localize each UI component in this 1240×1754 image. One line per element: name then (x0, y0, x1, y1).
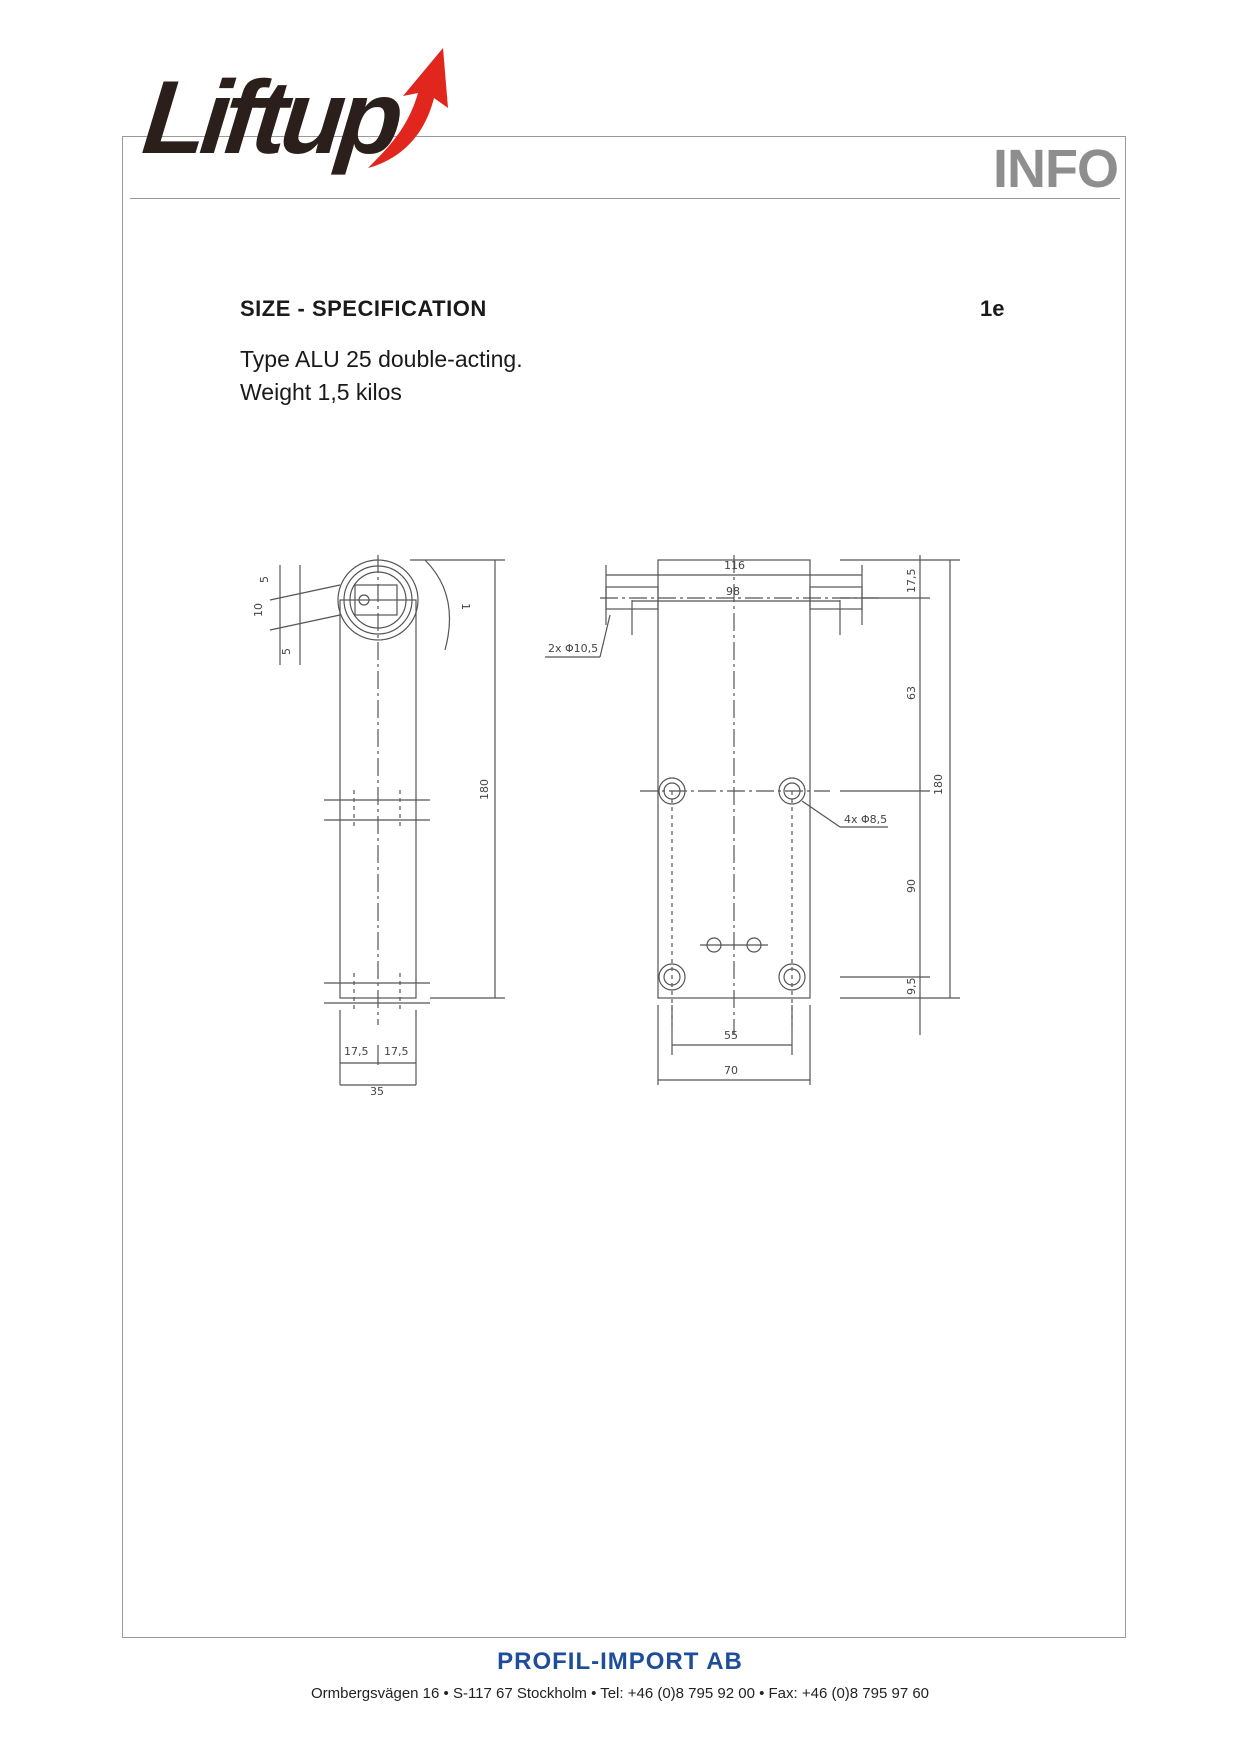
front-dim-55: 55 (724, 1029, 738, 1042)
page-title: SIZE - SPECIFICATION (240, 296, 487, 321)
side-dim-5-bottom: 5 (280, 648, 293, 655)
side-dim-180: 180 (478, 779, 491, 800)
side-view (270, 555, 505, 1085)
header-rule (130, 198, 1120, 199)
side-dim-10: 10 (252, 603, 265, 617)
company-name: PROFIL-IMPORT AB (497, 1648, 743, 1675)
front-dim-90: 90 (905, 879, 918, 893)
side-dim-5-top: 5 (258, 576, 271, 583)
front-dim-9-5: 9,5 (905, 977, 918, 995)
weight-line: Weight 1,5 kilos (240, 379, 402, 405)
front-dim-17-5: 17,5 (905, 568, 918, 593)
front-dim-180: 180 (932, 774, 945, 795)
front-dim-63: 63 (905, 686, 918, 700)
front-pin-hole-note: 2x Φ10,5 (548, 642, 599, 655)
side-dim-35: 35 (370, 1085, 384, 1098)
front-dim-116: 116 (724, 559, 745, 572)
front-dim-70: 70 (724, 1064, 738, 1077)
side-dim-17-5-right: 17,5 (384, 1045, 409, 1058)
side-dim-1: 1 (459, 603, 472, 610)
side-dim-17-5-left: 17,5 (344, 1045, 369, 1058)
type-line: Type ALU 25 double-acting. (240, 346, 523, 372)
front-view (545, 555, 960, 1085)
front-dim-98: 98 (726, 585, 740, 598)
technical-drawing (240, 555, 1000, 1175)
logo-text: Liftup (137, 60, 403, 176)
company-address: Ormbergsvägen 16 • S-117 67 Stockholm • Tel: +46 (0)8 795 92 00 • Fax: +46 (0)8 795 97 60 (310, 1685, 930, 1702)
front-mount-hole-note: 4x Φ8,5 (844, 813, 888, 826)
page-code: 1e (980, 296, 1005, 321)
section-label: INFO (993, 139, 1118, 199)
liftup-logo (138, 48, 438, 198)
